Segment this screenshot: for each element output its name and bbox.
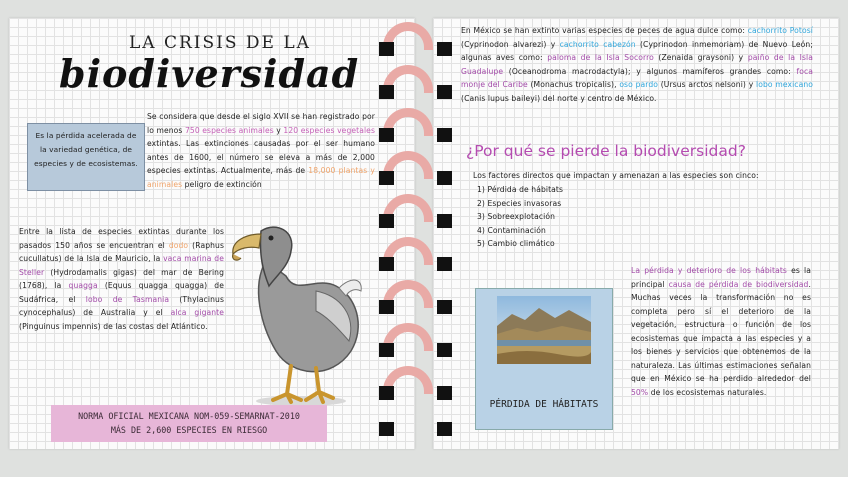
highlight-steller: vaca marina de Steller [19,254,224,277]
norma-banner [51,405,327,442]
highlight-oso-pardo: oso pardo [619,80,659,89]
highlight-paino-guadalupe: paiño de la Isla Guadalupe [461,53,813,76]
highlight-18000: 18,000 plantas y animales [147,166,375,189]
highlight-dodo: dodo [168,240,189,250]
definition-callout [27,123,145,191]
highlight-quagga: quagga [68,281,98,290]
definition-callout-text: Es la pérdida acelerada de la variedad genética, de especies y de ecosistemas. [34,131,138,168]
binding-hole-right [437,343,452,357]
highlight-cachorrito-potosi: cachorrito Potosí [747,26,813,35]
title-small: LA CRISIS DE LA [129,33,311,53]
photo-caption: PÉRDIDA DE HÁBITATS [489,399,599,410]
binding-hole-left [379,214,394,228]
binding-hole-left [379,42,394,56]
highlight-alca: alca gigante [170,308,224,317]
highlight-120-plants: 120 especies vegetales [283,125,376,135]
factor-item: 3) Sobreexplotación [477,212,556,221]
factors-list [477,183,563,251]
binding-hole-right [437,85,452,99]
binding-hole-left [379,300,394,314]
binding-hole-left [379,257,394,271]
extinct-species-paragraph: Entre la lista de especies extintas durante los pasados 150 años se encuentran el dodo (Raphus cucullatus) de la Isla de Mauricio, la vaca marina de Steller (Hydrodamalis gigas) del mar de Bering (1768), la quagga (Equus quagga quagga) de Sudáfrica, el lobo de Tasmania (Thylacinus cynocephalus) de Australia y el alca gigante (Pinguinus impennis) de las costas del Atlántico. [19,227,225,331]
factor-item: 4) Contaminación [477,225,546,235]
highlight-50-percent: 50% [631,387,649,397]
binding-hole-right [437,214,452,228]
binding-hole-right [437,257,452,271]
factor-item: 1) Pérdida de hábitats [477,185,564,194]
right-notebook-page [433,18,839,449]
factors-intro: Los factores directos que impactan y amenazan a las especies son cinco: [473,171,759,180]
left-notebook-page [9,18,415,449]
mexico-extinct-paragraph: En México se han extinto varias especies de peces de agua dulce como: cachorrito Potosí (Cyprinodon alvarezi) y cachorrito cabezón (Cyprinodon inmemoriam) de Nuevo León; algunas aves como: paloma de la Isla Socorro (Zenaida graysoni) y paiño de la Isla Guadalupe (Oceanodroma macrodactyla); y algunos mamíferos grandes como: foca monje del Caribe (Monachus tropicalis), oso pardo (Ursus arctos nelsoni) y lobo mexicano (Canis lupus baileyi) del norte y centro de México. [461,26,813,103]
norma-line-2: MÁS DE 2,600 ESPECIES EN RIESGO [110,425,268,435]
binding-hole-right [437,128,452,142]
binding-hole-left [379,422,394,436]
habitat-paragraph: La pérdida y deterioro de los hábitats es la principal causa de pérdida de biodiversidad. Muchas veces la transformación no es completa pero sí el deterioro de la vegetación, estructura o función de los ecosistemas que impacta a las especies y a los bienes y servicios que obtenemos de la naturaleza. Las últimas estimaciones señalan que en México se ha perdido alrededor del 50% de los ecosistemas naturales. [631,266,811,397]
binding-hole-left [379,386,394,400]
highlight-cachorrito-cabezon: cachorrito cabezón [559,39,636,49]
binding-hole-left [379,85,394,99]
dodo-illustration [221,216,371,411]
binding-hole-right [437,386,452,400]
factor-item: 5) Cambio climático [477,239,555,248]
highlight-perdida-habitats: La pérdida y deterioro de los hábitats [631,266,787,275]
highlight-causa: causa de pérdida de biodiversidad [668,279,809,289]
highlight-lobo-tasmania: lobo de Tasmania [85,294,170,304]
binding-hole-right [437,300,452,314]
highlight-lobo-mexicano: lobo mexicano [756,80,813,89]
norma-line-1: NORMA OFICIAL MEXICANA NOM-059-SEMARNAT-2010 [78,411,300,421]
binding-hole-right [437,171,452,185]
highlight-foca-monje: foca monje del Caribe [461,66,813,89]
highlight-750-animals: 750 especies animales [184,125,274,135]
binding-hole-left [379,343,394,357]
binding-hole-left [379,128,394,142]
title-big: biodiversidad [59,51,360,96]
habitat-photo-card [475,288,613,430]
factor-item: 2) Especies invasoras [477,198,562,208]
habitat-photo [497,296,591,364]
intro-paragraph: Se considera que desde el siglo XVII se han registrado por lo menos 750 especies animales y 120 especies vegetales extintas. Las extinciones causadas por el ser humano antes de 1600, el número se eleva a más de 2,000 especies extintas. Actualmente, más de 18,000 plantas y animales peligro de extinción [147,112,376,189]
binding-hole-right [437,422,452,436]
binding-hole-right [437,42,452,56]
binding-hole-left [379,171,394,185]
question-heading: ¿Por qué se pierde la biodiversidad? [466,142,746,160]
highlight-paloma-socorro: paloma de la Isla Socorro [547,53,654,62]
